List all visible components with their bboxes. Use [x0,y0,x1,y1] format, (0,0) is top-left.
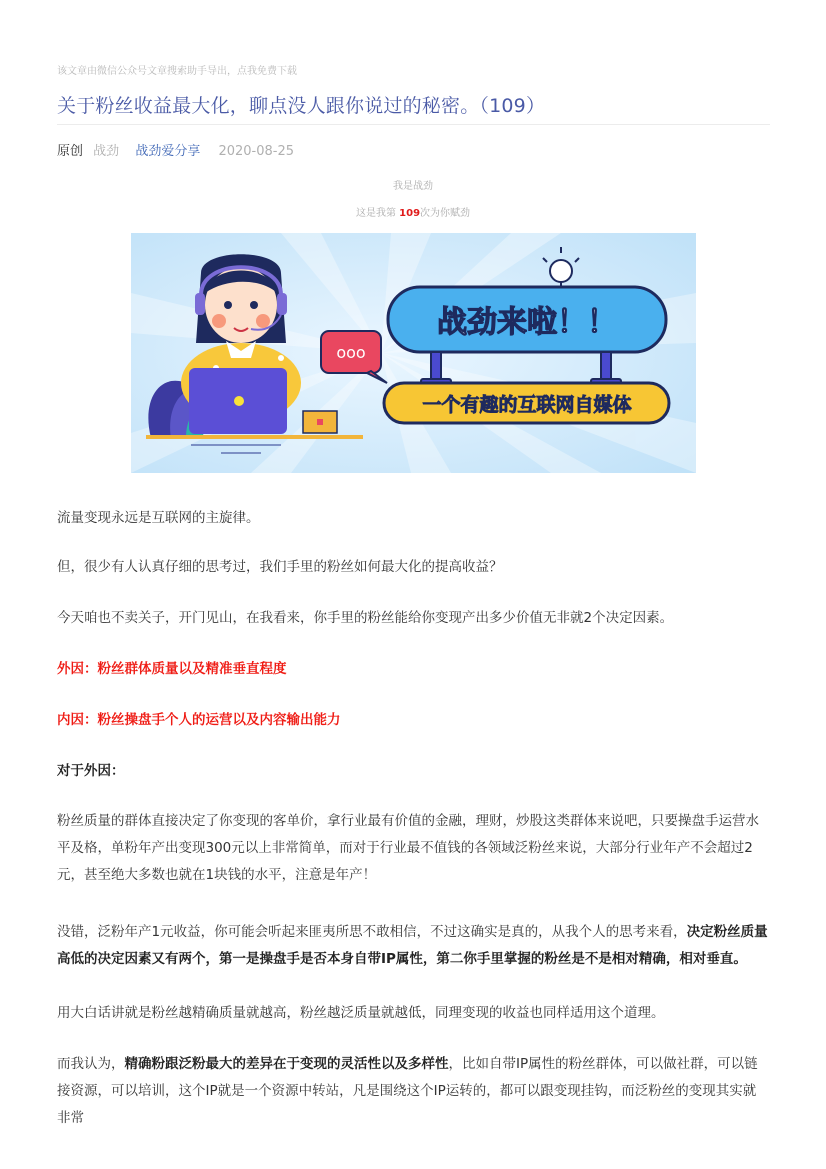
banner-image [131,233,696,473]
post-right [601,352,611,382]
paragraph-8 [57,919,769,973]
paragraph-2: 但，很少有人认真仔细的思考过，我们手里的粉丝如何最大化的提高收益？ [57,559,503,575]
original-tag: 原创 [57,144,84,159]
paragraph-10-emphasis: 精确粉跟泛粉最大的差异在于变现的灵活性以及多样性 [124,1056,449,1072]
bubble-text: ooo [336,343,366,362]
banner-headline: 战劲来啦！！ [437,305,617,340]
publish-date: 2020-08-25 [218,144,295,159]
paragraph-7: 粉丝质量的群体直接决定了你变现的客单价，拿行业最有价值的金融，理财，炒股这类群体来说吧，只要操盘手运营水平及格，单粉年产出变现300元以上非常简单，而对于行业最不值钱的各领域泛粉丝来说，大部分行业年产不会超过2元，甚至绝大多数也就在1块钱的水平，注意是年产！ [57,813,759,883]
paragraph-1: 流量变现永远是互联网的主旋律。 [57,510,260,526]
author-name: 战劲 [93,144,120,159]
export-note-link[interactable]: 该文章由微信公众号文章搜索助手导出，点我免费下载 [57,66,297,77]
paragraph-8-text: 没错，泛粉年产1元收益，你可能会听起来匪夷所思不敢相信，不过这确实是真的，从我个人的思考来看， [57,924,687,940]
paragraph-10-start: 而我认为， [57,1056,125,1072]
intro-line-1: 我是战劲 [393,181,433,192]
external-factor-heading: 外因：粉丝群体质量以及精准垂直程度 [57,661,287,677]
banner-subline: 一个有趣的互联网自媒体 [422,394,632,416]
paragraph-9: 用大白话讲就是粉丝越精确质量就越高，粉丝越泛质量就越低，同理变现的收益也同样适用这个道理。 [57,1005,665,1021]
intro-line-2 [0,204,826,219]
title-divider [57,124,770,125]
paragraph-8-emphasis: 决定粉丝质量高低的决定因素又有两个，第一是操盘手是否本身自带IP属性，第二你手里掌握的粉丝是不是相对精确，相对垂直。 [57,924,768,967]
post-left [431,352,441,382]
external-factor-subheading: 对于外因： [57,763,125,779]
paragraph-3: 今天咱也不卖关子，开门见山，在我看来，你手里的粉丝能给你变现产出多少价值无非就2个决定因素。 [57,610,674,626]
article-meta [57,140,302,159]
paragraph-10-rest: ，比如自带IP属性的粉丝群体，可以做社群，可以链接资源，可以培训，这个IP就是一个资源中转站，凡是围绕这个IP运转的，都可以跟变现挂钩，而泛粉丝的变现其实就非常 [57,1056,758,1126]
laptop-illustration [189,368,287,434]
article-title: 关于粉丝收益最大化，聊点没人跟你说过的秘密。（109） [57,95,546,117]
desk [146,435,363,439]
account-link[interactable]: 战劲爱分享 [135,144,201,159]
intro-line-2-prefix: 这是我第 [355,208,400,219]
paragraph-10 [57,1051,769,1132]
intro-line-2-suffix: 次为你赋劲 [420,208,471,219]
box-illustration [303,411,337,433]
internal-factor-heading: 内因：粉丝操盘手个人的运营以及内容输出能力 [57,712,341,728]
article-number: 109 [399,208,421,219]
